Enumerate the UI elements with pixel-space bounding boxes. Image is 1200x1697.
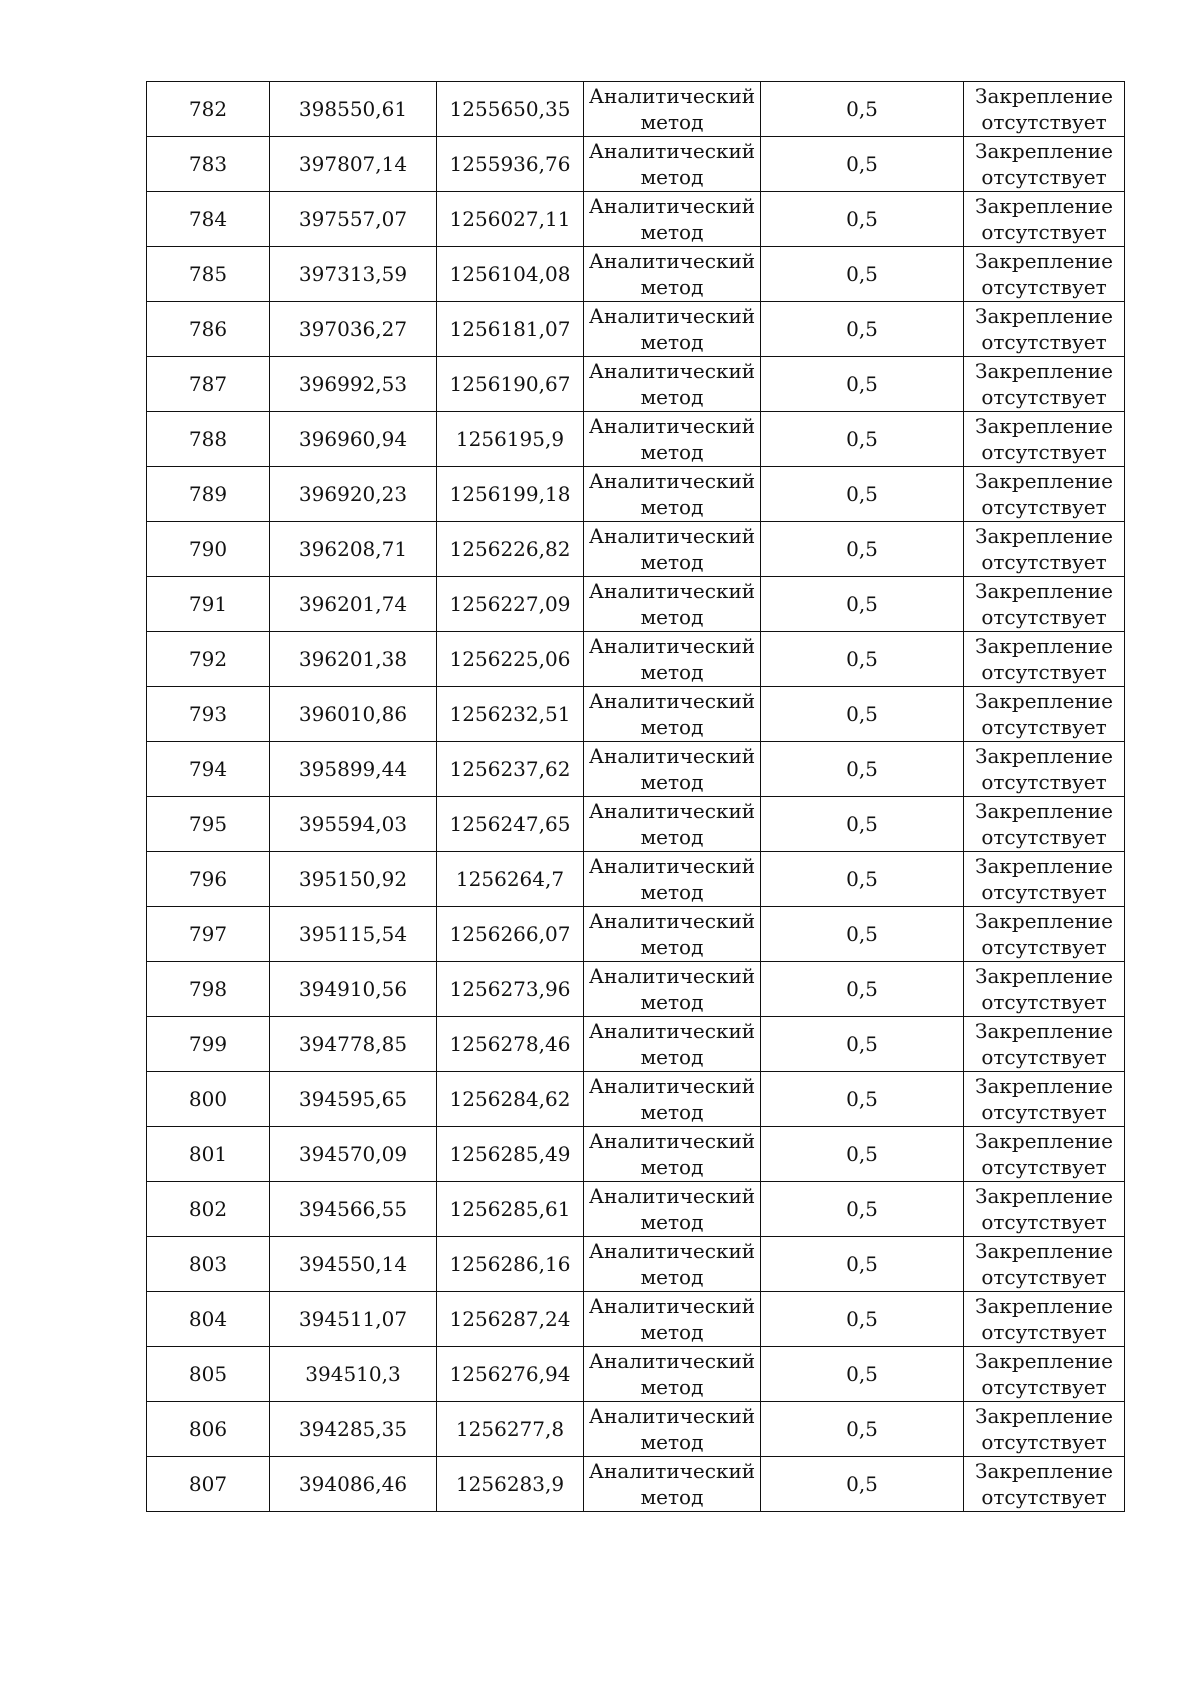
x-coordinate-cell: 396201,38 [270,632,437,687]
table-row [147,1017,1125,1072]
table-row [147,1127,1125,1182]
fixing-cell-line-2: отсутствует [981,1209,1107,1234]
method-cell [584,907,761,962]
y-coordinate-cell: 1256227,09 [437,577,584,632]
y-coordinate-cell: 1256266,07 [437,907,584,962]
method-cell-line-1: Аналитический [588,1128,756,1153]
fixing-cell-line-2: отсутствует [981,1319,1107,1344]
method-cell-line-1: Аналитический [588,798,756,823]
method-cell [584,82,761,137]
fixing-cell-line-1: Закрепление [975,743,1113,768]
table-row [147,522,1125,577]
fixing-cell [964,522,1125,577]
point-number-cell: 799 [147,1017,270,1072]
point-number-cell: 786 [147,302,270,357]
x-coordinate-cell: 394595,65 [270,1072,437,1127]
x-coordinate-cell: 394285,35 [270,1402,437,1457]
method-cell-line-2: метод [640,879,704,904]
fixing-cell-line-2: отсутствует [981,1429,1107,1454]
fixing-cell-line-2: отсутствует [981,604,1107,629]
accuracy-cell: 0,5 [761,137,964,192]
x-coordinate-cell: 394566,55 [270,1182,437,1237]
method-cell-line-1: Аналитический [588,83,756,108]
method-cell-line-1: Аналитический [588,523,756,548]
accuracy-cell: 0,5 [761,1347,964,1402]
accuracy-cell: 0,5 [761,357,964,412]
method-cell [584,1402,761,1457]
point-number-cell: 794 [147,742,270,797]
method-cell-line-2: метод [640,274,704,299]
accuracy-cell: 0,5 [761,1402,964,1457]
fixing-cell-line-2: отсутствует [981,164,1107,189]
y-coordinate-cell: 1256181,07 [437,302,584,357]
fixing-cell-line-2: отсутствует [981,219,1107,244]
y-coordinate-cell: 1256226,82 [437,522,584,577]
x-coordinate-cell: 396208,71 [270,522,437,577]
method-cell-line-2: метод [640,219,704,244]
fixing-cell-line-2: отсутствует [981,1264,1107,1289]
method-cell-line-1: Аналитический [588,1183,756,1208]
accuracy-cell: 0,5 [761,82,964,137]
fixing-cell-line-2: отсутствует [981,109,1107,134]
accuracy-cell: 0,5 [761,907,964,962]
x-coordinate-cell: 397036,27 [270,302,437,357]
table-row [147,302,1125,357]
point-number-cell: 807 [147,1457,270,1512]
method-cell-line-2: метод [640,1319,704,1344]
method-cell-line-1: Аналитический [588,468,756,493]
fixing-cell-line-1: Закрепление [975,908,1113,933]
fixing-cell [964,247,1125,302]
method-cell-line-1: Аналитический [588,963,756,988]
method-cell-line-2: метод [640,824,704,849]
fixing-cell [964,412,1125,467]
fixing-cell-line-1: Закрепление [975,358,1113,383]
table-row [147,1347,1125,1402]
table-row [147,247,1125,302]
method-cell [584,412,761,467]
method-cell-line-1: Аналитический [588,1073,756,1098]
accuracy-cell: 0,5 [761,1127,964,1182]
method-cell-line-2: метод [640,384,704,409]
y-coordinate-cell: 1256232,51 [437,687,584,742]
fixing-cell-line-2: отсутствует [981,1154,1107,1179]
method-cell [584,522,761,577]
point-number-cell: 798 [147,962,270,1017]
x-coordinate-cell: 394510,3 [270,1347,437,1402]
point-number-cell: 784 [147,192,270,247]
accuracy-cell: 0,5 [761,797,964,852]
fixing-cell-line-1: Закрепление [975,578,1113,603]
table-row [147,1072,1125,1127]
accuracy-cell: 0,5 [761,962,964,1017]
method-cell [584,1127,761,1182]
method-cell [584,137,761,192]
point-number-cell: 801 [147,1127,270,1182]
table-row [147,1182,1125,1237]
y-coordinate-cell: 1256190,67 [437,357,584,412]
fixing-cell-line-1: Закрепление [975,523,1113,548]
fixing-cell [964,797,1125,852]
fixing-cell-line-1: Закрепление [975,468,1113,493]
fixing-cell [964,1182,1125,1237]
fixing-cell [964,82,1125,137]
x-coordinate-cell: 396010,86 [270,687,437,742]
fixing-cell [964,1402,1125,1457]
table-row [147,467,1125,522]
method-cell [584,1072,761,1127]
method-cell-line-2: метод [640,1099,704,1124]
point-number-cell: 796 [147,852,270,907]
method-cell [584,797,761,852]
fixing-cell-line-1: Закрепление [975,1348,1113,1373]
fixing-cell [964,192,1125,247]
table-row [147,797,1125,852]
table-row [147,357,1125,412]
fixing-cell-line-1: Закрепление [975,853,1113,878]
fixing-cell-line-2: отсутствует [981,989,1107,1014]
point-number-cell: 800 [147,1072,270,1127]
y-coordinate-cell: 1256237,62 [437,742,584,797]
table-row [147,1237,1125,1292]
point-number-cell: 803 [147,1237,270,1292]
point-number-cell: 790 [147,522,270,577]
fixing-cell-line-1: Закрепление [975,1458,1113,1483]
table-row [147,192,1125,247]
fixing-cell-line-1: Закрепление [975,248,1113,273]
method-cell-line-2: метод [640,494,704,519]
fixing-cell-line-2: отсутствует [981,659,1107,684]
x-coordinate-cell: 395899,44 [270,742,437,797]
method-cell-line-1: Аналитический [588,578,756,603]
x-coordinate-cell: 396920,23 [270,467,437,522]
y-coordinate-cell: 1256199,18 [437,467,584,522]
x-coordinate-cell: 394086,46 [270,1457,437,1512]
accuracy-cell: 0,5 [761,632,964,687]
fixing-cell-line-2: отсутствует [981,714,1107,739]
method-cell-line-1: Аналитический [588,1018,756,1043]
fixing-cell-line-1: Закрепление [975,633,1113,658]
table-row [147,1402,1125,1457]
x-coordinate-cell: 394511,07 [270,1292,437,1347]
fixing-cell [964,357,1125,412]
method-cell-line-2: метод [640,659,704,684]
point-number-cell: 797 [147,907,270,962]
method-cell [584,1457,761,1512]
method-cell-line-2: метод [640,769,704,794]
point-number-cell: 802 [147,1182,270,1237]
method-cell-line-2: метод [640,1484,704,1509]
fixing-cell [964,1017,1125,1072]
method-cell-line-1: Аналитический [588,1348,756,1373]
method-cell-line-2: метод [640,329,704,354]
accuracy-cell: 0,5 [761,1292,964,1347]
y-coordinate-cell: 1255936,76 [437,137,584,192]
point-number-cell: 806 [147,1402,270,1457]
fixing-cell [964,742,1125,797]
coordinates-table [146,81,1125,1512]
fixing-cell-line-2: отсутствует [981,494,1107,519]
method-cell [584,467,761,522]
method-cell [584,1347,761,1402]
y-coordinate-cell: 1256273,96 [437,962,584,1017]
y-coordinate-cell: 1256278,46 [437,1017,584,1072]
fixing-cell-line-2: отсутствует [981,1099,1107,1124]
method-cell-line-1: Аналитический [588,1458,756,1483]
method-cell-line-1: Аналитический [588,853,756,878]
fixing-cell-line-1: Закрепление [975,1018,1113,1043]
point-number-cell: 795 [147,797,270,852]
method-cell [584,1292,761,1347]
accuracy-cell: 0,5 [761,1457,964,1512]
point-number-cell: 785 [147,247,270,302]
fixing-cell-line-1: Закрепление [975,83,1113,108]
point-number-cell: 804 [147,1292,270,1347]
point-number-cell: 787 [147,357,270,412]
table-row [147,1292,1125,1347]
method-cell-line-1: Аналитический [588,248,756,273]
fixing-cell-line-2: отсутствует [981,769,1107,794]
method-cell-line-1: Аналитический [588,1293,756,1318]
fixing-cell [964,632,1125,687]
fixing-cell [964,137,1125,192]
fixing-cell-line-1: Закрепление [975,1403,1113,1428]
table-row [147,907,1125,962]
method-cell-line-1: Аналитический [588,1238,756,1263]
x-coordinate-cell: 397807,14 [270,137,437,192]
table-row [147,632,1125,687]
fixing-cell-line-2: отсутствует [981,934,1107,959]
y-coordinate-cell: 1256283,9 [437,1457,584,1512]
accuracy-cell: 0,5 [761,467,964,522]
fixing-cell [964,1457,1125,1512]
accuracy-cell: 0,5 [761,412,964,467]
accuracy-cell: 0,5 [761,302,964,357]
x-coordinate-cell: 396960,94 [270,412,437,467]
fixing-cell-line-1: Закрепление [975,1183,1113,1208]
fixing-cell [964,1237,1125,1292]
fixing-cell-line-2: отсутствует [981,1484,1107,1509]
x-coordinate-cell: 394570,09 [270,1127,437,1182]
accuracy-cell: 0,5 [761,577,964,632]
method-cell-line-2: метод [640,109,704,134]
fixing-cell [964,577,1125,632]
method-cell-line-2: метод [640,549,704,574]
method-cell [584,1017,761,1072]
point-number-cell: 792 [147,632,270,687]
fixing-cell [964,1072,1125,1127]
accuracy-cell: 0,5 [761,1237,964,1292]
fixing-cell-line-2: отсутствует [981,1374,1107,1399]
fixing-cell-line-1: Закрепление [975,1073,1113,1098]
y-coordinate-cell: 1256277,8 [437,1402,584,1457]
table-row [147,962,1125,1017]
method-cell-line-1: Аналитический [588,358,756,383]
accuracy-cell: 0,5 [761,742,964,797]
y-coordinate-cell: 1256104,08 [437,247,584,302]
accuracy-cell: 0,5 [761,852,964,907]
accuracy-cell: 0,5 [761,1072,964,1127]
x-coordinate-cell: 396992,53 [270,357,437,412]
fixing-cell [964,1292,1125,1347]
method-cell-line-2: метод [640,989,704,1014]
method-cell-line-1: Аналитический [588,1403,756,1428]
fixing-cell [964,687,1125,742]
method-cell-line-1: Аналитический [588,138,756,163]
fixing-cell-line-2: отсутствует [981,549,1107,574]
y-coordinate-cell: 1256286,16 [437,1237,584,1292]
fixing-cell-line-2: отсутствует [981,384,1107,409]
method-cell-line-1: Аналитический [588,743,756,768]
fixing-cell-line-1: Закрепление [975,798,1113,823]
method-cell-line-1: Аналитический [588,303,756,328]
x-coordinate-cell: 398550,61 [270,82,437,137]
fixing-cell-line-1: Закрепление [975,1128,1113,1153]
fixing-cell-line-2: отсутствует [981,274,1107,299]
method-cell [584,852,761,907]
method-cell [584,577,761,632]
fixing-cell-line-2: отсутствует [981,824,1107,849]
accuracy-cell: 0,5 [761,1017,964,1072]
y-coordinate-cell: 1255650,35 [437,82,584,137]
point-number-cell: 783 [147,137,270,192]
method-cell-line-2: метод [640,164,704,189]
fixing-cell [964,962,1125,1017]
method-cell-line-1: Аналитический [588,688,756,713]
y-coordinate-cell: 1256027,11 [437,192,584,247]
x-coordinate-cell: 394910,56 [270,962,437,1017]
fixing-cell [964,1127,1125,1182]
method-cell-line-2: метод [640,1429,704,1454]
method-cell-line-2: метод [640,1264,704,1289]
fixing-cell-line-2: отсутствует [981,439,1107,464]
method-cell-line-2: метод [640,439,704,464]
method-cell-line-2: метод [640,604,704,629]
coordinates-table-body [147,82,1125,1512]
y-coordinate-cell: 1256285,49 [437,1127,584,1182]
fixing-cell-line-2: отсутствует [981,879,1107,904]
table-row [147,82,1125,137]
y-coordinate-cell: 1256287,24 [437,1292,584,1347]
method-cell-line-2: метод [640,1374,704,1399]
point-number-cell: 782 [147,82,270,137]
table-row [147,1457,1125,1512]
method-cell [584,632,761,687]
x-coordinate-cell: 396201,74 [270,577,437,632]
fixing-cell-line-1: Закрепление [975,193,1113,218]
point-number-cell: 788 [147,412,270,467]
table-row [147,577,1125,632]
method-cell-line-2: метод [640,934,704,959]
fixing-cell-line-1: Закрепление [975,138,1113,163]
table-row [147,742,1125,797]
method-cell [584,687,761,742]
fixing-cell [964,1347,1125,1402]
fixing-cell-line-1: Закрепление [975,1238,1113,1263]
fixing-cell-line-1: Закрепление [975,1293,1113,1318]
fixing-cell [964,852,1125,907]
x-coordinate-cell: 397557,07 [270,192,437,247]
table-row [147,412,1125,467]
method-cell [584,742,761,797]
method-cell-line-2: метод [640,1044,704,1069]
method-cell-line-1: Аналитический [588,413,756,438]
x-coordinate-cell: 394778,85 [270,1017,437,1072]
y-coordinate-cell: 1256276,94 [437,1347,584,1402]
method-cell-line-2: метод [640,1154,704,1179]
fixing-cell [964,907,1125,962]
fixing-cell [964,467,1125,522]
y-coordinate-cell: 1256247,65 [437,797,584,852]
method-cell [584,302,761,357]
fixing-cell-line-1: Закрепление [975,303,1113,328]
method-cell-line-1: Аналитический [588,633,756,658]
table-row [147,852,1125,907]
y-coordinate-cell: 1256285,61 [437,1182,584,1237]
table-row [147,137,1125,192]
method-cell [584,192,761,247]
method-cell-line-2: метод [640,714,704,739]
y-coordinate-cell: 1256195,9 [437,412,584,467]
method-cell [584,357,761,412]
method-cell-line-1: Аналитический [588,193,756,218]
point-number-cell: 791 [147,577,270,632]
point-number-cell: 789 [147,467,270,522]
fixing-cell-line-1: Закрепление [975,413,1113,438]
method-cell-line-2: метод [640,1209,704,1234]
fixing-cell-line-1: Закрепление [975,688,1113,713]
method-cell [584,962,761,1017]
x-coordinate-cell: 395115,54 [270,907,437,962]
method-cell-line-1: Аналитический [588,908,756,933]
point-number-cell: 805 [147,1347,270,1402]
accuracy-cell: 0,5 [761,192,964,247]
fixing-cell-line-1: Закрепление [975,963,1113,988]
accuracy-cell: 0,5 [761,1182,964,1237]
accuracy-cell: 0,5 [761,522,964,577]
method-cell [584,1182,761,1237]
table-row [147,687,1125,742]
fixing-cell-line-2: отсутствует [981,329,1107,354]
accuracy-cell: 0,5 [761,247,964,302]
x-coordinate-cell: 395150,92 [270,852,437,907]
y-coordinate-cell: 1256284,62 [437,1072,584,1127]
y-coordinate-cell: 1256225,06 [437,632,584,687]
point-number-cell: 793 [147,687,270,742]
accuracy-cell: 0,5 [761,687,964,742]
y-coordinate-cell: 1256264,7 [437,852,584,907]
fixing-cell [964,302,1125,357]
method-cell [584,247,761,302]
method-cell [584,1237,761,1292]
x-coordinate-cell: 397313,59 [270,247,437,302]
fixing-cell-line-2: отсутствует [981,1044,1107,1069]
x-coordinate-cell: 394550,14 [270,1237,437,1292]
x-coordinate-cell: 395594,03 [270,797,437,852]
